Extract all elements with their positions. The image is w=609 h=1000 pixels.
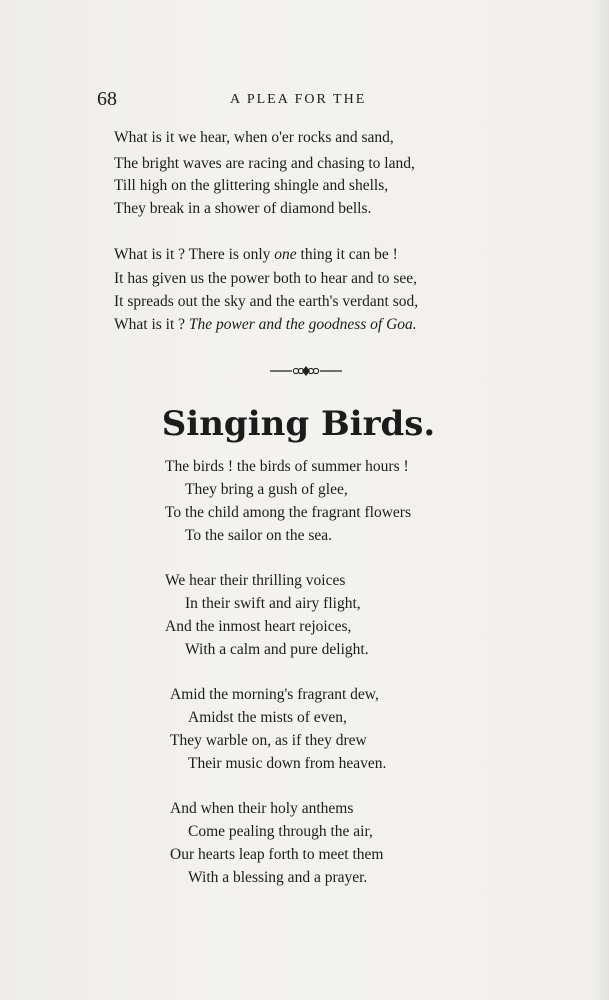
verse-line: The birds ! the birds of summer hours ! <box>165 458 409 475</box>
page-header <box>0 88 609 114</box>
verse-line: Their music down from heaven. <box>188 755 387 772</box>
verse-text: What is it ? <box>114 316 189 333</box>
verse-line: Till high on the glittering shingle and shells, <box>114 177 389 194</box>
verse-line: The bright waves are racing and chasing to land, <box>114 155 415 172</box>
verse-line: To the sailor on the sea. <box>185 527 332 544</box>
verse-line: They warble on, as if they drew <box>170 732 367 749</box>
page-number: 68 <box>97 88 117 110</box>
emphasis-text: The power and the goodness of Goa. <box>188 316 417 333</box>
verse-line: With a calm and pure delight. <box>185 641 369 658</box>
ornament-divider <box>270 363 342 379</box>
verse-line: To the child among the fragrant flowers <box>165 504 411 521</box>
verse-line: We hear their thrilling voices <box>165 572 346 589</box>
verse-line <box>114 245 398 265</box>
verse-line: It spreads out the sky and the earth's verdant sod, <box>114 293 419 310</box>
verse-line <box>114 315 417 335</box>
verse-line: And the inmost heart rejoices, <box>165 618 352 635</box>
running-head: A PLEA FOR THE <box>230 92 367 107</box>
page-edge-shadow <box>591 0 609 1000</box>
poem-title-text: Singing Birds. <box>161 404 436 444</box>
verse-text: What is it ? There is only <box>114 246 275 263</box>
poem-title <box>0 402 609 446</box>
verse-line: And when their holy anthems <box>170 800 354 817</box>
verse-line: They bring a gush of glee, <box>185 481 348 498</box>
verse-line: With a blessing and a prayer. <box>188 869 368 886</box>
verse-text: thing it can be ! <box>296 246 398 263</box>
verse-line: What is it we hear, when o'er rocks and sand, <box>114 129 394 146</box>
verse-line: Come pealing through the air, <box>188 823 373 840</box>
verse-line: Amidst the mists of even, <box>188 709 347 726</box>
verse-line: In their swift and airy flight, <box>185 595 361 612</box>
verse-line: Amid the morning's fragrant dew, <box>170 686 379 703</box>
verse-line: Our hearts leap forth to meet them <box>170 846 384 863</box>
emphasis-text: one <box>274 246 297 263</box>
verse-line: It has given us the power both to hear and to see, <box>114 270 418 287</box>
verse-line: They break in a shower of diamond bells. <box>114 200 372 217</box>
